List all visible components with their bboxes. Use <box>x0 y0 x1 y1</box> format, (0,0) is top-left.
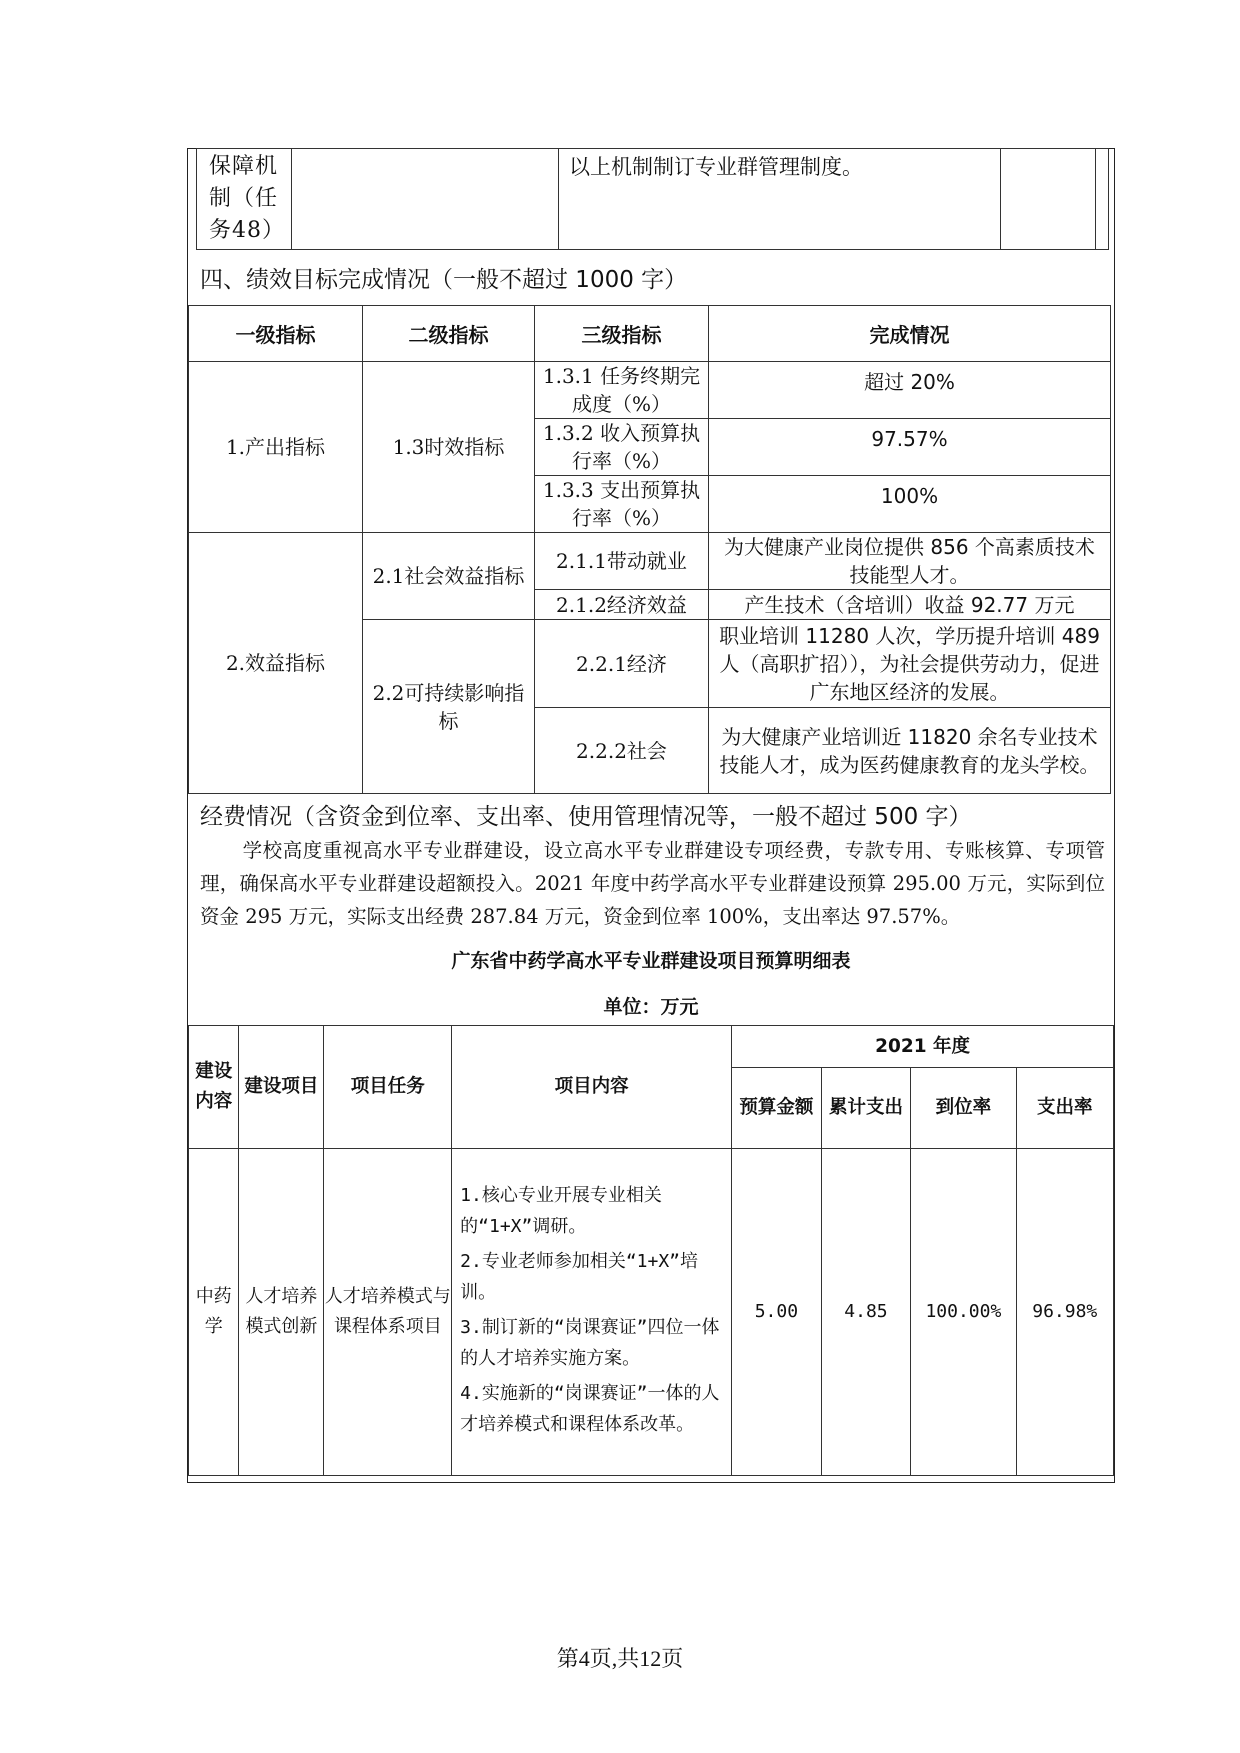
mechanism-content: 以上机制制订专业群管理制度。 <box>559 149 1001 250</box>
perf-result-cell: 100% <box>709 476 1111 533</box>
perf-result-cell: 职业培训 11280 人次，学历提升培训 489 人（高职扩招）），为社会提供劳动力，促进广东地区经济的发展。 <box>709 620 1111 708</box>
budget-header-project: 建设项目 <box>239 1026 324 1149</box>
budget-cell-arrival: 100.00% <box>911 1149 1016 1476</box>
mechanism-empty-cell <box>292 149 559 250</box>
perf-header-l2: 二级指标 <box>363 306 535 362</box>
funding-section-title: 经费情况（含资金到位率、支出率、使用管理情况等，一般不超过 500 字） <box>200 804 972 830</box>
perf-l3-cell: 2.2.2社会 <box>535 708 709 794</box>
perf-l2-timeliness: 1.3时效指标 <box>363 362 535 533</box>
perf-header-l3: 三级指标 <box>535 306 709 362</box>
budget-header-year: 2021 年度 <box>732 1026 1114 1068</box>
budget-cell-budget: 5.00 <box>732 1149 822 1476</box>
budget-header-arrival: 到位率 <box>911 1068 1016 1149</box>
perf-result-cell: 97.57% <box>709 419 1111 476</box>
budget-header-content: 建设内容 <box>189 1026 239 1149</box>
budget-header-task: 项目任务 <box>324 1026 452 1149</box>
perf-l1-benefit: 2.效益指标 <box>189 533 363 794</box>
budget-table-title: 广东省中药学高水平专业群建设项目预算明细表 <box>451 950 851 972</box>
funding-paragraph <box>200 834 1105 933</box>
perf-result-cell: 为大健康产业培训近 11820 余名专业技术技能人才，成为医药健康教育的龙头学校。 <box>709 708 1111 794</box>
budget-cell-spent: 4.85 <box>821 1149 911 1476</box>
perf-l2-social: 2.1社会效益指标 <box>363 533 535 620</box>
budget-header-budget: 预算金额 <box>732 1068 822 1149</box>
perf-l3-cell: 2.1.2经济效益 <box>535 590 709 620</box>
budget-unit: 单位：万元 <box>603 996 699 1018</box>
budget-cell-project: 人才培养模式创新 <box>239 1149 324 1476</box>
budget-table <box>188 1025 1114 1476</box>
perf-header-l1: 一级指标 <box>189 306 363 362</box>
mechanism-edge-cell <box>1096 149 1109 250</box>
budget-header-detail: 项目内容 <box>452 1026 732 1149</box>
perf-l3-cell: 1.3.2 收入预算执行率（%） <box>535 419 709 476</box>
budget-detail-item: 4.实施新的“岗课赛证”一体的人才培养模式和课程体系改革。 <box>460 1383 720 1435</box>
perf-result-cell: 超过 20% <box>709 362 1111 419</box>
budget-detail-item: 2.专业老师参加相关“1+X”培训。 <box>460 1251 698 1303</box>
perf-l3-cell: 1.3.1 任务终期完成度（%） <box>535 362 709 419</box>
budget-cell-expense: 96.98% <box>1016 1149 1113 1476</box>
perf-l1-output: 1.产出指标 <box>189 362 363 533</box>
page-number: 第4页,共12页 <box>556 1646 684 1671</box>
budget-header-spent: 累计支出 <box>821 1068 911 1149</box>
budget-cell-content: 中药学 <box>189 1149 239 1476</box>
performance-section-title: 四、绩效目标完成情况（一般不超过 1000 字） <box>200 267 688 293</box>
budget-cell-task: 人才培养模式与课程体系项目 <box>324 1149 452 1476</box>
report-frame <box>187 148 1115 1483</box>
perf-header-result: 完成情况 <box>709 306 1111 362</box>
budget-detail-item: 1.核心专业开展专业相关的“1+X”调研。 <box>460 1185 662 1237</box>
budget-detail-item: 3.制订新的“岗课赛证”四位一体的人才培养实施方案。 <box>460 1317 720 1369</box>
mechanism-label: 保障机制（任务48） <box>197 149 292 250</box>
performance-table <box>188 305 1111 794</box>
perf-result-cell: 产生技术（含培训）收益 92.77 万元 <box>709 590 1111 620</box>
mechanism-table <box>196 148 1109 250</box>
mechanism-empty-cell-2 <box>1001 149 1096 250</box>
perf-l2-sustain: 2.2可持续影响指标 <box>363 620 535 794</box>
perf-l3-cell: 2.2.1经济 <box>535 620 709 708</box>
budget-header-expense: 支出率 <box>1016 1068 1113 1149</box>
funding-paragraph-text: 学校高度重视高水平专业群建设，设立高水平专业群建设专项经费，专款专用、专账核算、专项管理，确保高水平专业群建设超额投入。2021 年度中药学高水平专业群建设预算 295.00 万元，实际到位资金 295 万元，实际支出经费 287.84 万元，资金到位率 100%，支出率达 97.57%。 <box>200 839 1105 928</box>
perf-result-cell: 为大健康产业岗位提供 856 个高素质技术技能型人才。 <box>709 533 1111 590</box>
perf-l3-cell: 2.1.1带动就业 <box>535 533 709 590</box>
perf-l3-cell: 1.3.3 支出预算执行率（%） <box>535 476 709 533</box>
budget-cell-detail <box>452 1149 732 1476</box>
